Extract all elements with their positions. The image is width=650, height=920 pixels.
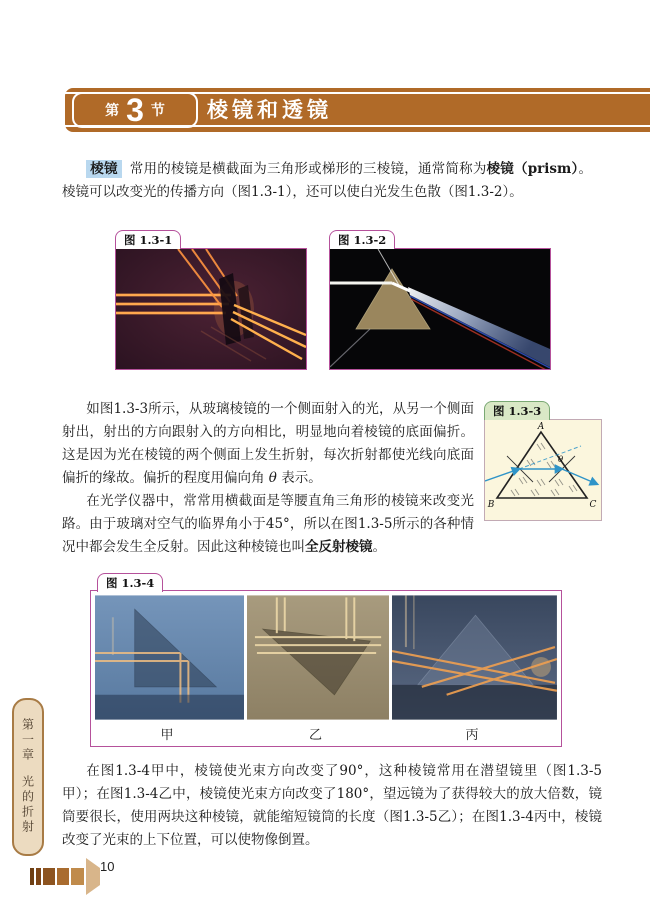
section-number-box	[72, 92, 198, 128]
photo-inverting-prism	[392, 595, 557, 720]
section-header	[65, 88, 650, 132]
paragraph-deviation: 如图1.3-3所示，从玻璃棱镜的一个侧面射入的光，从另一个侧面射出，射出的方向跟射入的方向相比，明显地向着棱镜的底面偏折。这是因为光在棱镜的两个侧面上发生折射，每次折射都使光线向底面偏折的缘故。偏折的程度用偏向角 θ 表示。	[62, 401, 474, 486]
section-prefix: 第	[105, 102, 120, 118]
chapter-sidebar-tab	[12, 698, 44, 856]
prism-ray-diagram	[485, 420, 601, 516]
vertex-c-label: C	[589, 500, 597, 510]
page-number: 10	[100, 859, 115, 874]
deviation-angle-label: θ	[558, 455, 564, 465]
footer-arrow-decoration	[30, 858, 100, 895]
chapter-number: 第一章	[20, 718, 35, 763]
caption-jia: 甲	[160, 727, 174, 743]
figure-1-3-4-photos	[91, 591, 561, 720]
figure-1-3-2-label: 图 1.3-2	[329, 230, 395, 249]
chapter-title: 光的折射	[20, 775, 35, 835]
intro-text-1: 常用的棱镜是横截面为三角形或梯形的三棱镜，通常简称为	[129, 161, 487, 177]
deviation-section	[62, 398, 602, 559]
figure-1-3-4-captions	[91, 720, 561, 746]
dispersion-photo	[329, 248, 551, 370]
caption-bing: 丙	[465, 727, 479, 743]
intro-text-2: 。棱镜可以改变光的传播方向（图1.3-1），还可以使白光发生色散（图1.3-2）。	[62, 161, 592, 200]
figure-1-3-3-box	[484, 419, 602, 521]
incident-ray	[485, 469, 519, 481]
figure-1-3-4	[90, 576, 562, 747]
figure-1-3-3	[484, 400, 602, 521]
triangle-prism-outline	[497, 432, 587, 498]
figure-1-3-4-label: 图 1.3-4	[97, 573, 163, 592]
term-highlight: 棱镜	[86, 160, 121, 178]
page-title: 棱镜和透镜	[207, 99, 332, 122]
intro-paragraph	[62, 158, 592, 204]
figure-row	[115, 230, 551, 370]
figure-1-3-1	[115, 230, 307, 370]
exit-ray	[562, 469, 597, 484]
figure-1-3-3-label: 图 1.3-3	[484, 401, 550, 420]
caption-yi: 乙	[308, 727, 322, 743]
intro-bold-term: 棱镜（prism）	[486, 161, 579, 177]
prism-beam-photo	[115, 248, 307, 370]
paragraph-total-reflection: 在光学仪器中，常常用横截面是等腰直角三角形的棱镜来改变光路。由于玻璃对空气的临界角小于45°，所以在图1.3-5所示的各种情况中都会发生全反射。因此这种棱镜也叫全反射棱镜。	[62, 493, 474, 555]
theta-symbol: θ	[268, 470, 277, 486]
section-number: 3	[126, 92, 144, 128]
arrow-head	[86, 858, 100, 895]
section-suffix: 节	[150, 102, 165, 118]
vertex-a-label: A	[537, 422, 545, 432]
vertex-b-label: B	[487, 500, 495, 510]
total-reflection-term: 全反射棱镜	[305, 539, 373, 555]
photo-180deg-prism	[247, 595, 389, 720]
photo-right-angle-prism	[95, 595, 244, 720]
figure-1-3-2	[329, 230, 551, 370]
applications-paragraph: 在图1.3-4甲中，棱镜使光束方向改变了90°，这种棱镜常用在潜望镜里（图1.3-5甲）；在图1.3-4乙中，棱镜使光束方向改变了180°，望远镜为了获得较大的放大倍数，镜筒要很长，使用两块这种棱镜，就能缩短镜筒的长度（图1.3-5乙）；在图1.3-4丙中，棱镜改变了光束的上下位置，可以使物像倒置。	[62, 763, 602, 848]
figure-1-3-1-label: 图 1.3-1	[115, 230, 181, 249]
